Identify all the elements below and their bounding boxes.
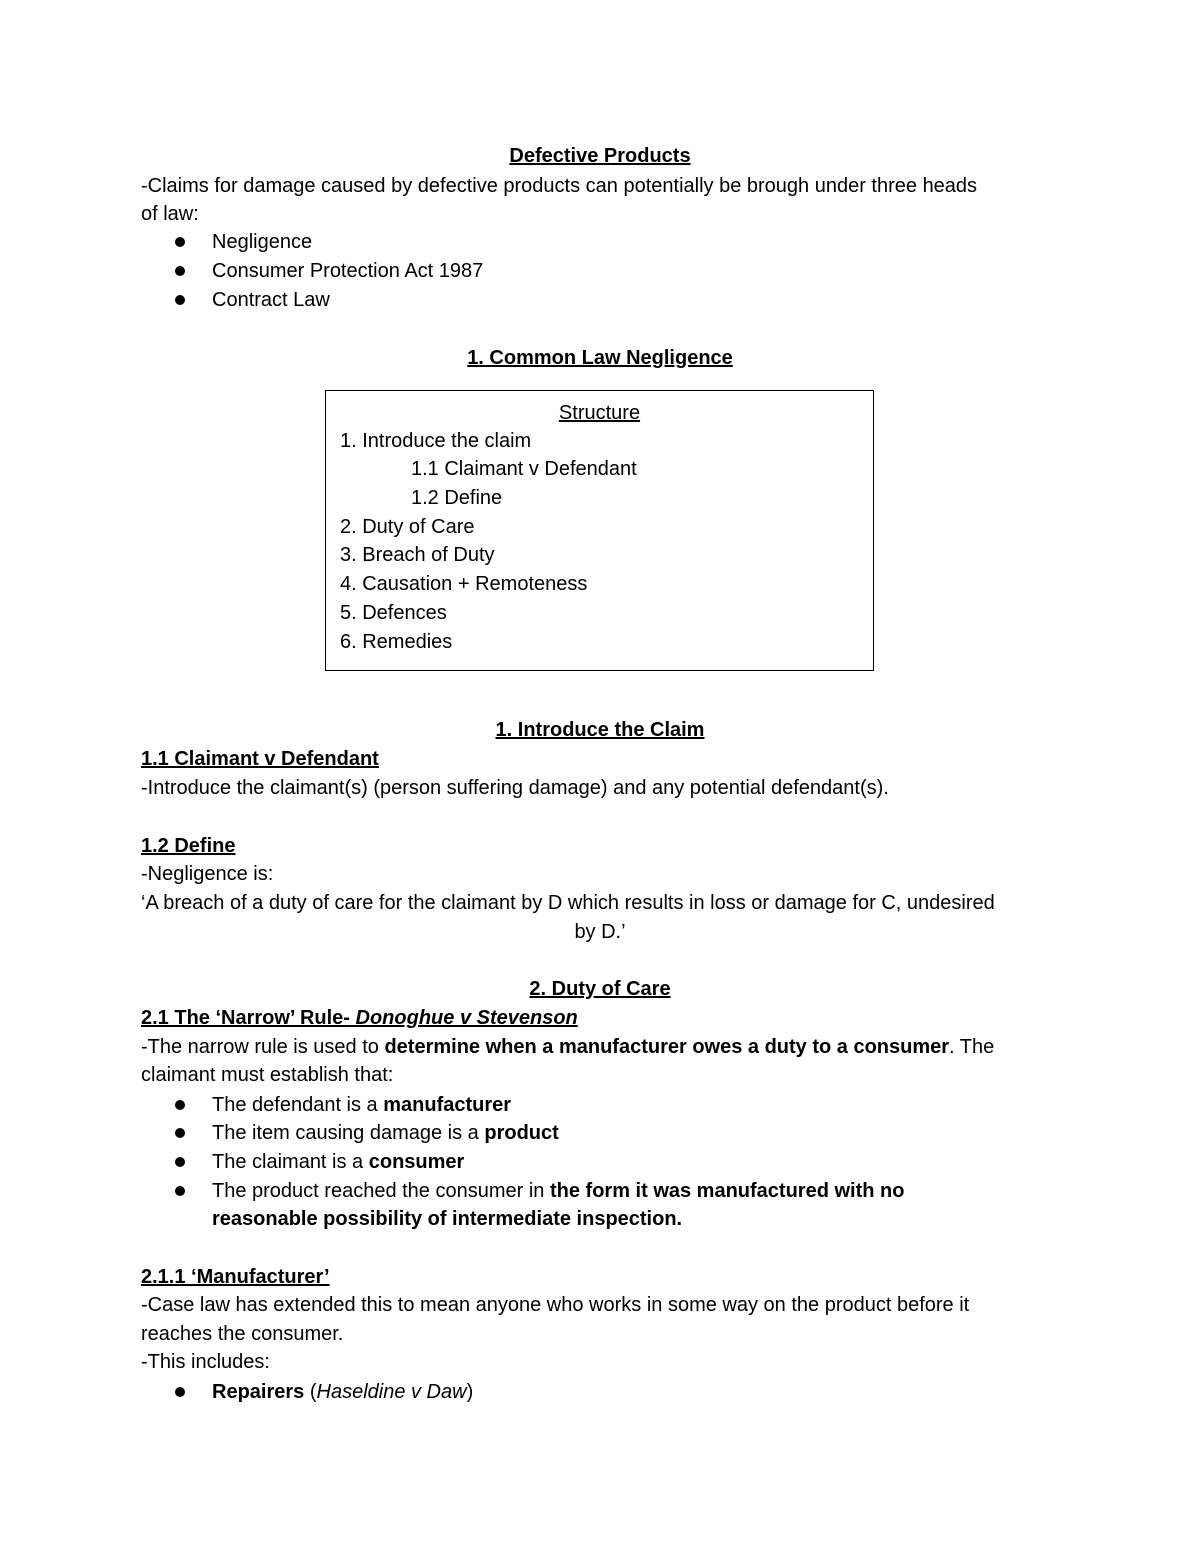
manufacturer-heading: 2.1.1 ‘Manufacturer’	[141, 1266, 330, 1288]
manufacturer-line-1: -Case law has extended this to mean anyone who works in some way on the product before it	[141, 1294, 970, 1316]
define-quote-line-1: ‘A breach of a duty of care for the claimant by D which results in loss or damage for C, undesired	[141, 892, 995, 914]
bullet-icon	[175, 237, 185, 247]
bullet-icon	[175, 1128, 185, 1138]
structure-item: 6. Remedies	[340, 631, 453, 653]
introduce-heading: 1. Introduce the Claim	[495, 719, 705, 741]
bold-run: determine when a manufacturer owes a duty to a consumer	[384, 1036, 950, 1058]
bold-run: Repairers	[212, 1381, 305, 1403]
bold-run: consumer	[368, 1151, 465, 1173]
text-run: The item causing damage is a	[212, 1122, 479, 1144]
structure-item: 3. Breach of Duty	[340, 544, 495, 566]
duty-bullet-1	[212, 1091, 511, 1119]
claimant-defendant-heading: 1.1 Claimant v Defendant	[141, 748, 379, 770]
manufacturer-bullet-1	[212, 1378, 473, 1406]
claimant-defendant-text: -Introduce the claimant(s) (person suffering damage) and any potential defendant(s).	[141, 777, 889, 799]
intro-bullet-3: Contract Law	[212, 289, 330, 311]
narrow-rule-heading	[141, 1004, 578, 1032]
section-1-heading: 1. Common Law Negligence	[467, 347, 733, 369]
document-title: Defective Products	[509, 145, 691, 167]
structure-item: 5. Defences	[340, 602, 447, 624]
bullet-icon	[175, 1387, 185, 1397]
intro-line-1: -Claims for damage caused by defective products can potentially be brough under three heads	[141, 175, 978, 197]
text-run: . The	[949, 1036, 995, 1058]
duty-heading: 2. Duty of Care	[529, 978, 671, 1000]
narrow-rule-line-2: claimant must establish that:	[141, 1064, 394, 1086]
case-name: Donoghue v Stevenson	[355, 1007, 578, 1029]
case-name: Haseldine v Daw	[316, 1381, 467, 1403]
define-text: -Negligence is:	[141, 863, 274, 885]
intro-bullet-1: Negligence	[212, 231, 313, 253]
structure-item: 1.1 Claimant v Defendant	[411, 458, 637, 480]
duty-bullet-3	[212, 1148, 464, 1176]
structure-item: 2. Duty of Care	[340, 516, 475, 538]
duty-bullet-4-line-2: reasonable possibility of intermediate inspection.	[212, 1208, 683, 1230]
intro-bullet-2: Consumer Protection Act 1987	[212, 260, 484, 282]
text-run: The defendant is a	[212, 1094, 378, 1116]
text-run: -The narrow rule is used to	[141, 1036, 379, 1058]
define-quote-line-2: by D.’	[574, 921, 626, 943]
define-heading: 1.2 Define	[141, 835, 236, 857]
structure-title: Structure	[558, 402, 641, 424]
structure-item: 4. Causation + Remoteness	[340, 573, 588, 595]
narrow-rule-line-1	[141, 1033, 994, 1061]
bold-run: product	[484, 1122, 559, 1144]
narrow-rule-label: 2.1 The ‘Narrow’ Rule-	[141, 1007, 350, 1029]
manufacturer-line-3: -This includes:	[141, 1351, 270, 1373]
text-run: The product reached the consumer in	[212, 1180, 545, 1202]
text-run: The claimant is a	[212, 1151, 364, 1173]
duty-bullet-4	[212, 1177, 904, 1205]
structure-item: 1. Introduce the claim	[340, 430, 532, 452]
bullet-icon	[175, 1186, 185, 1196]
bold-run: manufacturer	[383, 1094, 512, 1116]
bullet-icon	[175, 1100, 185, 1110]
structure-item: 1.2 Define	[411, 487, 503, 509]
intro-line-2: of law:	[141, 203, 199, 225]
bullet-icon	[175, 1157, 185, 1167]
text-run: )	[466, 1381, 474, 1403]
duty-bullet-2	[212, 1119, 559, 1147]
bullet-icon	[175, 295, 185, 305]
text-run: (	[304, 1381, 317, 1403]
manufacturer-line-2: reaches the consumer.	[141, 1323, 344, 1345]
bullet-icon	[175, 266, 185, 276]
bold-run: the form it was manufactured with no	[549, 1180, 905, 1202]
